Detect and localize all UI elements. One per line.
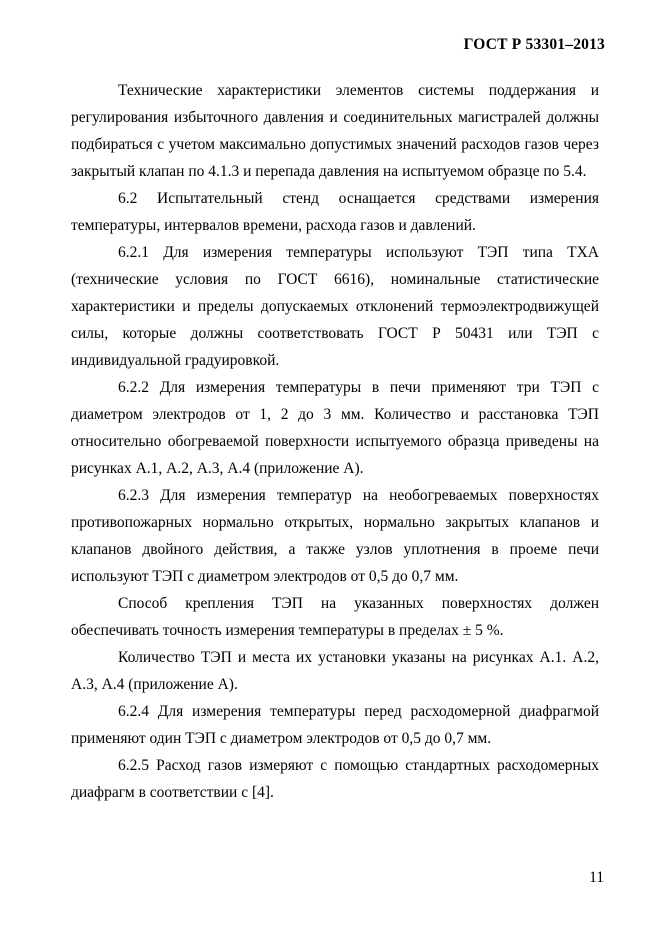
paragraph-technical-characteristics: Технические характеристики элементов системы поддержания и регулирования избыточного давления и соединительных магистралей должны подбираться с учетом максимально допустимых значений расходов газов через закрытый клапан по 4.1.3 и перепада давления на испытуемом образце по 5.4.	[71, 82, 599, 180]
paragraph-tep-count: Количество ТЭП и места их установки указаны на рисунках А.1. А.2, А.3, А.4 (приложение А).	[71, 649, 599, 693]
paragraph-6-2-2: 6.2.2 Для измерения температуры в печи применяют три ТЭП с диаметром электродов от 1, 2 до 3 мм. Количество и расстановка ТЭП относительно обогреваемой поверхности испытуемого образца приведены на рисунках А.1, А.2, А.3, А.4 (приложение А).	[71, 379, 599, 477]
page-number: 11	[589, 869, 604, 886]
paragraph-6-2-1: 6.2.1 Для измерения температуры используют ТЭП типа ТХА (технические условия по ГОСТ 6616), номинальные статистические характеристики и пределы допускаемых отклонений термоэлектродвижущей силы, которые должны соответствовать ГОСТ Р 50431 или ТЭП с индивидуальной градуировкой.	[71, 244, 599, 369]
paragraph-mounting-method: Способ крепления ТЭП на указанных поверхностях должен обеспечивать точность измерения температуры в пределах ± 5 %.	[71, 595, 599, 639]
paragraph-6-2-4: 6.2.4 Для измерения температуры перед расходомерной диафрагмой применяют один ТЭП с диаметром электродов от 0,5 до 0,7 мм.	[71, 703, 599, 747]
paragraph-6-2-5: 6.2.5 Расход газов измеряют с помощью стандартных расходомерных диафрагм в соответствии с [4].	[71, 757, 599, 801]
paragraph-6-2: 6.2 Испытательный стенд оснащается средствами измерения температуры, интервалов времени, расхода газов и давлений.	[71, 190, 599, 234]
document-body	[71, 77, 599, 806]
document-header: ГОСТ Р 53301–2013	[463, 36, 605, 53]
paragraph-6-2-3: 6.2.3 Для измерения температур на необогреваемых поверхностях противопожарных нормально открытых, нормально закрытых клапанов и клапанов двойного действия, а также узлов уплотнения в проеме печи используют ТЭП с диаметром электродов от 0,5 до 0,7 мм.	[71, 487, 599, 585]
